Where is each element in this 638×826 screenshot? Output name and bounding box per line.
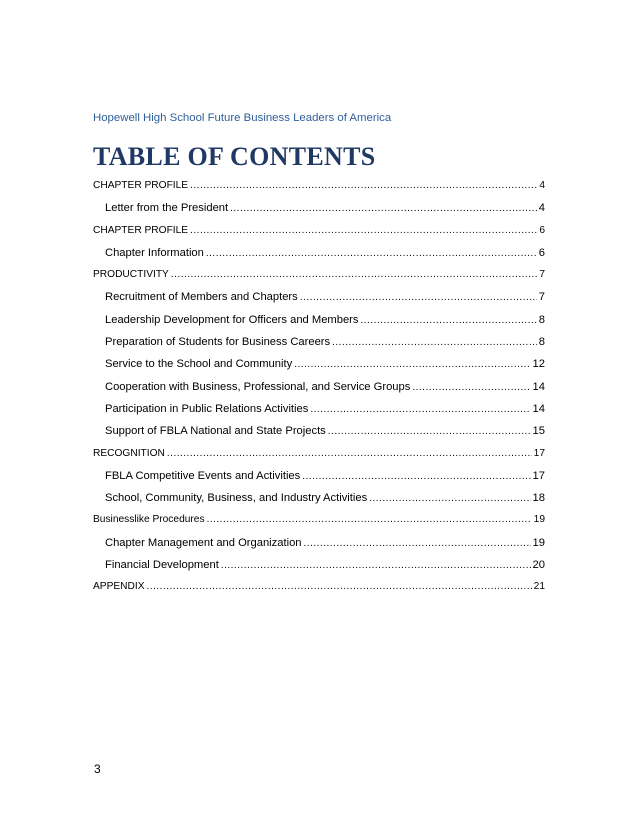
toc-entry[interactable] [93,514,545,536]
toc-leader-dots [328,426,531,437]
toc-entry[interactable] [93,381,545,403]
toc-leader-dots [304,538,531,549]
toc-entry[interactable] [93,336,545,358]
toc-entry[interactable] [93,314,545,336]
toc-entry-page: 8 [538,336,545,349]
toc-entry[interactable] [93,559,545,581]
toc-leader-dots [221,560,531,571]
toc-entry-page: 18 [532,492,545,505]
toc-entry[interactable] [93,180,545,202]
toc-leader-dots [361,315,537,326]
toc-entry[interactable] [93,403,545,425]
toc-entry[interactable] [93,581,545,603]
toc-entry-page: 20 [532,559,545,572]
toc-leader-dots [230,203,537,214]
toc-entry-title: Preparation of Students for Business Careers [105,336,331,349]
toc-leader-dots [310,404,530,415]
toc-entry-title: Support of FBLA National and State Projects [105,425,326,438]
toc-entry-title: CHAPTER PROFILE [93,180,189,191]
toc-leader-dots [190,225,537,236]
toc-leader-dots [190,180,537,191]
toc-entry-page: 6 [539,224,545,236]
toc-leader-dots [412,382,530,393]
table-of-contents [93,180,545,604]
toc-entry-page: 7 [539,269,545,281]
document-header: Hopewell High School Future Business Leaders of America [93,112,392,124]
toc-entry[interactable] [93,448,545,470]
toc-leader-dots [206,248,537,259]
toc-entry[interactable] [93,202,545,224]
toc-entry-title: School, Community, Business, and Industry Activities [105,492,368,505]
toc-leader-dots [302,471,530,482]
toc-entry[interactable] [93,492,545,514]
toc-leader-dots [300,292,537,303]
toc-entry-title: CHAPTER PROFILE [93,224,189,236]
toc-entry-title: PRODUCTIVITY [93,269,169,281]
toc-entry-page: 17 [532,469,545,482]
toc-leader-dots [167,448,532,459]
toc-leader-dots [147,581,532,592]
toc-entry-page: 14 [532,380,545,393]
toc-entry-page: 19 [533,514,545,526]
toc-entry[interactable] [93,358,545,380]
toc-entry-title: Letter from the President [105,202,229,215]
toc-entry[interactable] [93,247,545,269]
toc-entry-title: RECOGNITION [93,447,165,459]
toc-entry-page: 14 [532,402,545,415]
toc-entry-title: FBLA Competitive Events and Activities [105,469,301,482]
toc-entry-page: 4 [538,202,545,215]
toc-leader-dots [207,514,532,525]
toc-entry-page: 19 [532,536,545,549]
toc-entry-title: Recruitment of Members and Chapters [105,291,298,304]
toc-entry-page: 7 [538,291,545,304]
toc-entry-title: Chapter Management and Organization [105,536,302,549]
toc-entry-title: APPENDIX [93,581,145,593]
toc-entry-title: Service to the School and Community [105,358,293,371]
toc-entry-page: 6 [538,246,545,259]
toc-entry[interactable] [93,291,545,313]
toc-leader-dots [294,359,530,370]
toc-leader-dots [369,493,530,504]
toc-entry-title: Businesslike Procedures [93,514,205,526]
toc-entry-page: 8 [538,313,545,326]
toc-entry-page: 17 [533,447,545,459]
toc-entry-title: Leadership Development for Officers and Members [105,313,359,326]
toc-entry-page: 12 [532,358,545,371]
toc-entry-page: 4 [539,180,545,191]
toc-entry-page: 15 [532,425,545,438]
page-number: 3 [94,762,101,776]
toc-entry-title: Cooperation with Business, Professional, and Service Groups [105,380,411,393]
toc-entry[interactable] [93,269,545,291]
toc-entry[interactable] [93,470,545,492]
toc-entry[interactable] [93,537,545,559]
toc-entry-title: Chapter Information [105,246,204,259]
toc-entry-title: Participation in Public Relations Activities [105,402,309,415]
page-title: TABLE OF CONTENTS [93,142,376,171]
toc-leader-dots [171,269,537,280]
toc-entry[interactable] [93,425,545,447]
toc-entry-title: Financial Development [105,559,219,572]
toc-entry-page: 21 [533,581,545,593]
toc-entry[interactable] [93,225,545,247]
toc-leader-dots [332,337,537,348]
